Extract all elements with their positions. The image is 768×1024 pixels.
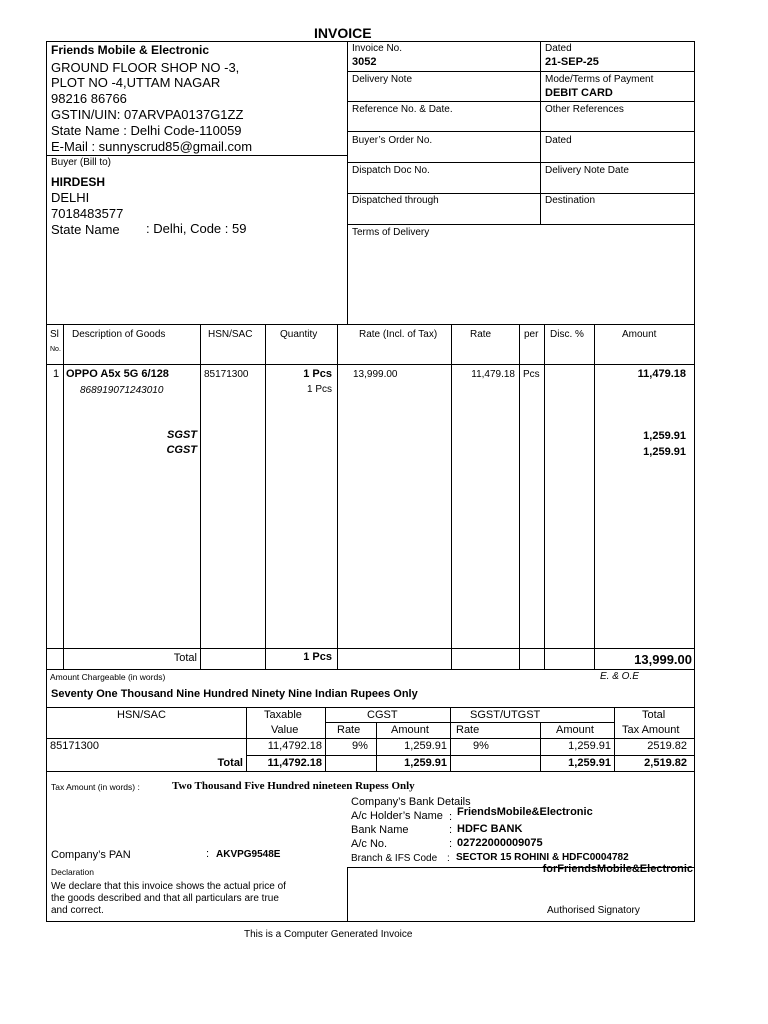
tax-taxable-label: Taxable: [264, 709, 302, 721]
computer-generated-note: This is a Computer Generated Invoice: [244, 929, 413, 940]
col-sl: Sl: [50, 329, 59, 340]
col-line: [200, 324, 201, 669]
col-line: [451, 324, 452, 669]
tax-col-line: [376, 722, 377, 771]
seller-address2: PLOT NO -4,UTTAM NAGAR: [51, 75, 221, 90]
declaration-line1: We declare that this invoice shows the actual price of: [51, 881, 286, 892]
col-line: [594, 324, 595, 669]
col-disc: Disc. %: [550, 329, 584, 340]
tax-total-cgst: 1,259.91: [404, 757, 447, 769]
buyer-label: Buyer (Bill to): [51, 157, 112, 168]
tax-row-cgst-rate: 9%: [352, 740, 368, 752]
seller-phone: 98216 86766: [51, 91, 127, 106]
items-total-line: [46, 648, 695, 649]
border-left: [46, 41, 47, 921]
col-quantity: Quantity: [280, 329, 318, 340]
declaration-line3: and correct.: [51, 905, 104, 916]
acno-label: A/c No.: [351, 838, 388, 850]
col-line: [337, 324, 338, 669]
delivery-note-label: Delivery Note: [352, 74, 413, 85]
buyer-city: DELHI: [51, 190, 90, 205]
header-row-line: [347, 101, 695, 102]
total-label: Total: [173, 652, 197, 664]
tax-row-hsn: 85171300: [50, 740, 99, 752]
header-row-line: [347, 224, 695, 225]
total-qty: 1 Pcs: [303, 651, 332, 663]
tax-row-sgst-rate: 9%: [473, 740, 489, 752]
holder-label: A/c Holder’s Name: [351, 810, 443, 822]
tax-total-label: Total: [642, 709, 666, 721]
tax-table-top: [46, 707, 695, 708]
branch-colon: :: [447, 853, 450, 864]
tax-total-sgst: 1,259.91: [568, 757, 611, 769]
border-top: [46, 41, 695, 42]
tax-words-label: Tax Amount (in words) :: [51, 782, 140, 792]
item-rate: 11,479.18: [471, 369, 515, 380]
holder-name: FriendsMobile&Electronic: [457, 806, 593, 818]
header-row-line: [347, 131, 695, 132]
tax-sgst-label: SGST/UTGST: [470, 709, 541, 721]
col-hsn: HSN/SAC: [208, 329, 253, 340]
words-label: Amount Chargeable (in words): [50, 672, 166, 682]
acno: 02722000009075: [457, 837, 543, 849]
tax-sgst-amount-label: Amount: [556, 724, 594, 736]
invoice-date: 21-SEP-25: [545, 56, 599, 68]
holder-colon: :: [449, 811, 453, 823]
tax-hsn-label: HSN/SAC: [117, 709, 166, 721]
seller-name: Friends Mobile & Electronic: [51, 43, 210, 57]
item-description: OPPO A5x 5G 6/128: [66, 368, 169, 380]
items-bottom-line: [46, 669, 695, 670]
dated-label: Dated: [545, 43, 572, 54]
invoice-no: 3052: [352, 56, 377, 68]
pan-label: Company’s PAN: [51, 849, 131, 861]
col-description: Description of Goods: [72, 329, 166, 340]
seller-email: E-Mail : sunnyscrud85@gmail.com: [51, 139, 253, 154]
item-qty: 1 Pcs: [303, 368, 332, 380]
bank-colon: :: [449, 824, 453, 836]
item-hsn: 85171300: [204, 369, 249, 380]
dated2-label: Dated: [545, 135, 572, 146]
tax-amount-in-words: Two Thousand Five Hundred nineteen Rupess Only: [172, 780, 415, 792]
pan: AKVPG9548E: [216, 849, 281, 860]
amount-in-words: Seventy One Thousand Nine Hundred Ninety Nine Indian Rupees Only: [51, 688, 418, 700]
col-line: [265, 324, 266, 669]
tax-sgst-rate-label: Rate: [456, 724, 480, 736]
tax-table-sub: [325, 722, 614, 723]
sgst-label: SGST: [167, 429, 197, 441]
pan-colon: :: [206, 848, 210, 860]
tax-tax-amount-label: Tax Amount: [622, 724, 680, 736]
bank-name: HDFC BANK: [457, 823, 523, 835]
declaration-line2: the goods described and that all particulars are true: [51, 893, 279, 904]
col-line: [544, 324, 545, 669]
items-top-line: [46, 324, 695, 325]
tax-cgst-rate-label: Rate: [337, 724, 361, 736]
tax-cgst-amount-label: Amount: [391, 724, 429, 736]
payment-mode: DEBIT CARD: [545, 87, 613, 99]
buyer-phone: 7018483577: [51, 206, 124, 221]
tax-row-taxable: 11,4792.18: [267, 740, 322, 752]
buyer-name: HIRDESH: [51, 175, 106, 189]
acno-colon: :: [449, 838, 453, 850]
declaration-label: Declaration: [51, 867, 94, 877]
header-divider-mid: [347, 41, 348, 324]
delivery-note-date-label: Delivery Note Date: [545, 165, 629, 176]
buyer-state-value: : Delhi, Code : 59: [146, 221, 247, 236]
col-rate-incl: Rate (Incl. of Tax): [359, 329, 438, 340]
destination-label: Destination: [545, 195, 596, 206]
col-amount: Amount: [622, 329, 657, 340]
col-per: per: [524, 329, 539, 340]
item-amount: 11,479.18: [637, 368, 686, 380]
seller-address1: GROUND FLOOR SHOP NO -3,: [51, 60, 240, 75]
tax-cgst-label: CGST: [367, 709, 398, 721]
tax-col-line: [246, 707, 247, 771]
buyer-state-label: State Name: [51, 222, 120, 237]
dispatched-through-label: Dispatched through: [352, 195, 439, 206]
tax-col-line: [450, 707, 451, 771]
header-row-line: [347, 162, 695, 163]
tax-total-row-label: Total: [217, 757, 243, 769]
tax-table-header-line: [46, 738, 695, 739]
header-row-line: [347, 71, 695, 72]
authorised-signatory: Authorised Signatory: [547, 905, 640, 916]
col-no: No.: [50, 346, 61, 353]
invoice-no-label: Invoice No.: [352, 43, 403, 54]
item-serial: 868919071243010: [80, 385, 164, 396]
total-amount: 13,999.00: [634, 652, 692, 667]
col-line: [63, 324, 64, 669]
tax-table-bottom: [46, 771, 695, 772]
reference-label: Reference No. & Date.: [352, 104, 453, 115]
tax-row-cgst-amount: 1,259.91: [404, 740, 447, 752]
border-right: [694, 41, 695, 921]
mode-label: Mode/Terms of Payment: [545, 74, 654, 85]
tax-total-total: 2,519.82: [644, 757, 687, 769]
sgst-amount: 1,259.91: [643, 430, 686, 442]
terms-label: Terms of Delivery: [352, 227, 430, 238]
seller-state: State Name : Delhi Code-110059: [51, 123, 242, 138]
cgst-label: CGST: [166, 444, 197, 456]
tax-col-line: [540, 722, 541, 771]
branch: SECTOR 15 ROHINI & HDFC0004782: [456, 852, 629, 863]
eoe: E. & O.E: [600, 671, 639, 682]
for-company: forFriendsMobile&Electronic: [542, 863, 693, 875]
invoice-title: INVOICE: [314, 25, 372, 41]
buyers-order-label: Buyer’s Order No.: [352, 135, 433, 146]
signature-box-left: [347, 867, 348, 921]
tax-col-line: [614, 707, 615, 771]
item-per: Pcs: [523, 369, 540, 380]
tax-row-sgst-amount: 1,259.91: [568, 740, 611, 752]
border-bottom: [46, 921, 695, 922]
cgst-amount: 1,259.91: [643, 446, 686, 458]
seller-gstin: GSTIN/UIN: 07ARVPA0137G1ZZ: [51, 107, 244, 122]
seller-buyer-line: [46, 155, 347, 156]
tax-value-label: Value: [271, 724, 299, 736]
bank-label: Bank Name: [351, 824, 409, 836]
tax-col-line: [325, 707, 326, 771]
bank-details-label: Company’s Bank Details: [351, 796, 471, 808]
item-sl: 1: [53, 368, 60, 380]
header-row-line: [347, 193, 695, 194]
item-qty-sub: 1 Pcs: [306, 384, 332, 395]
item-rate-incl: 13,999.00: [353, 369, 398, 380]
other-references-label: Other References: [545, 104, 624, 115]
dispatch-doc-label: Dispatch Doc No.: [352, 165, 430, 176]
col-rate: Rate: [470, 329, 492, 340]
tax-total-taxable: 11,4792.18: [267, 757, 322, 769]
header-divider-right: [540, 41, 541, 225]
tax-row-total: 2519.82: [647, 740, 687, 752]
tax-table-row-line: [246, 755, 695, 756]
items-header-line: [46, 364, 695, 365]
col-line: [519, 324, 520, 669]
branch-label: Branch & IFS Code: [351, 853, 438, 864]
